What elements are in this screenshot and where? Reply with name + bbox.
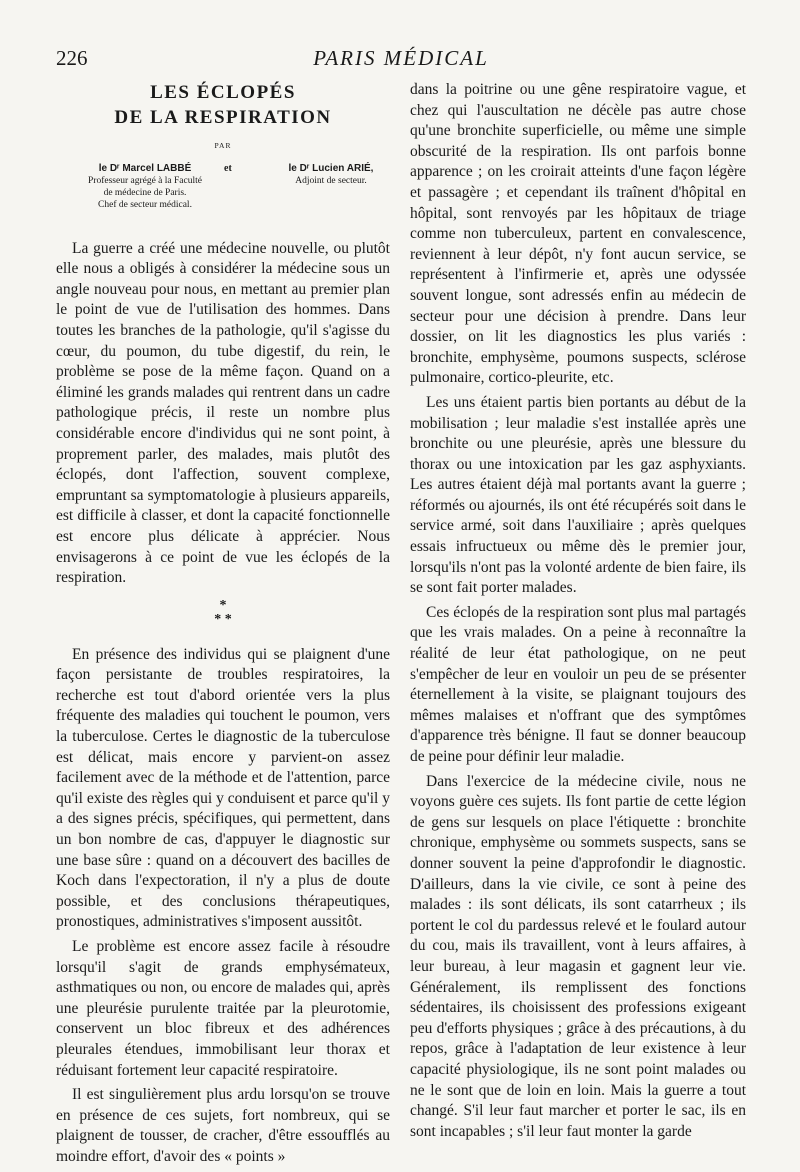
page-number: 226 bbox=[56, 46, 88, 70]
author-block bbox=[56, 163, 390, 229]
right-column bbox=[410, 80, 746, 1146]
paragraph-4: Il est singulièrement plus ardu lorsqu'on se trouve en présence de ces sujets, fort nombreux, qui se plaignent de tousser, de cracher, d'être essoufflés au moindre effort, d'avoir des « points » bbox=[56, 1086, 390, 1165]
author-arie bbox=[272, 163, 390, 187]
author-arie-name: le Dʳ Lucien ARIÉ, bbox=[288, 162, 374, 174]
byline-par: PAR bbox=[214, 141, 232, 150]
article-title bbox=[56, 80, 390, 130]
journal-title: PARIS MÉDICAL bbox=[313, 46, 489, 70]
author-labbe-name: le Dʳ Marcel LABBÉ bbox=[98, 162, 192, 174]
section-separator bbox=[56, 599, 390, 627]
separator-bottom: * * bbox=[214, 611, 232, 627]
paragraph-5: dans la poitrine ou une gêne respiratoire vague, et chez qui l'auscultation ne décèle pas autre chose qu'une bronchite superficielle, ou même une simple obscurité de la respiration. Ils ont parfois bonne apparence ; on les croirait atteints d'une façon légère et passagère ; et cependant ils traînent d'hôpital en hôpital, sont renvoyés par les hôpitaux de triage comme non tuberculeux, partent en convalescence, reviennent à leur dépôt, n'y font aucun service, se représentent à l'infirmerie et, après une odyssée souvent longue, sont adressés enfin au médecin de secteur pour une décision à prendre. Dans leur dossier, on lit les diagnostics les plus variés : bronchite, emphysème, poumons suspects, sclérose pulmonaire, cortico-pleurite, etc. bbox=[410, 81, 746, 387]
paragraph-2: En présence des individus qui se plaignent d'une façon persistante de troubles respiratoires, la recherche est tout d'abord orientée vers la plus fréquente des maladies qui touchent le poumon, vers la tuberculose. Certes le diagnostic de la tuberculose est délicat, mais encore y parvient-on assez facilement avec de la méthode et de l'attention, parce qu'il existe des règles qui y conduisent et parce qu'il y a des signes précis, spécifiques, qui permettent, dans un bon nombre de cas, d'appuyer le diagnostic sur une base sûre : quand on a découvert des bacilles de Koch dans l'expectoration, il n'y a plus de doute possible, et des conclusions thérapeutiques, pronostiques, administratives s'imposent aussitôt. bbox=[56, 645, 390, 931]
author-labbe-role-1: Professeur agrégé à la Faculté bbox=[88, 175, 202, 186]
running-head bbox=[56, 42, 746, 74]
author-conjunction: et bbox=[224, 162, 232, 174]
paragraph-3: Le problème est encore assez facile à résoudre lorsqu'il s'agit de grands emphysémateux, asthmatiques ou non, ou encore de malades qui, après une pleurésie purulente traitée par la pleurotomie, conservent un bloc fibreux et des adhérences pleurales étendues, immobilisant leur thorax et réduisant fortement leur capacité respiratoire. bbox=[56, 938, 390, 1079]
paragraph-1: La guerre a créé une médecine nouvelle, ou plutôt elle nous a obligés à considérer la médecine sous un angle nouveau pour nous, en mettant au premier plan le point de vue de l'utilisation des hommes. Dans toutes les branches de la pathologie, qu'il s'agisse du cœur, du poumon, du tube digestif, du rein, le problème se pose de la même façon. Quand on a éliminé les grands malades qui rentrent dans un cadre pathologique précis, il reste un nombre plus considérable encore d'individus qui ne sont point, à proprement parler, des malades, mais plutôt des éclopés, dont l'affection, souvent complexe, empruntant sa symptomatologie à plusieurs appareils, est difficile à classer, et dont la capacité fonctionnelle est encore plus délicate à apprécier. Nous envisagerons à ce point de vue les éclopés de la respiration. bbox=[56, 239, 390, 587]
author-arie-role-1: Adjoint de secteur. bbox=[295, 175, 367, 186]
article-title-line-2: DE LA RESPIRATION bbox=[114, 107, 332, 128]
article-title-line-1: LES ÉCLOPÉS bbox=[150, 82, 296, 103]
paragraph-6: Les uns étaient partis bien portants au début de la mobilisation ; leur maladie s'est installée après une bronchite ou une pleurésie, après une blessure du thorax ou une intoxication par les gaz asphyxiants. Les autres étaient déjà mal portants avant la guerre ; réformés ou ajournés, ils ont été récupérés soit dans le service armé, soit dans l'auxiliaire ; après quelques essais infructueux ou même dès le premier jour, lorsqu'ils n'ont pas la volonté ardente de bien faire, ils se sont fait porter malades. bbox=[410, 393, 746, 597]
author-labbe bbox=[70, 163, 220, 211]
paragraph-7: Ces éclopés de la respiration sont plus mal partagés que les vrais malades. On a peine à reconnaître la réalité de leur état pathologique, on ne peut s'empêcher de leur en vouloir un peu de se présenter éternellement à la visite, se plaignant toujours des mêmes malaises et n'offrant que des symptômes d'apparence très bénigne. Il faut se donner beaucoup de peine pour définir leur maladie. bbox=[410, 603, 746, 765]
author-labbe-role-2: de médecine de Paris. bbox=[103, 187, 187, 198]
left-column bbox=[56, 80, 390, 1172]
author-labbe-role-3: Chef de secteur médical. bbox=[98, 199, 192, 210]
separator-top: * bbox=[219, 597, 227, 613]
paragraph-8: Dans l'exercice de la médecine civile, nous ne voyons guère ces sujets. Ils font partie de cette légion de gens sur lesquels on place l'étiquette : bronchite chronique, emphysème ou sommets suspects, sans se donner souvent la peine d'approfondir le diagnostic. D'ailleurs, dans la vie civile, ce sont à peine des malades : ils sont délicats, ils sont catarrheux ; ils portent le col du pardessus relevé et le foulard autour du cou, mais ils travaillent, vont à leurs affaires, à leur bureau, à leur magasin et gagnent leur vie. Généralement, ils remplissent des fonctions sédentaires, ils choisissent des professions exigeant peu d'efforts physiques ; grâce à des précautions, à du repos, grâce à l'adaptation de leur existence à leur capacité physiologique, ils ne sont point malades ou ne le sont que de loin en loin. Mais la guerre a tout changé. S'il leur faut marcher et porter le sac, ils en sont incapables ; s'il leur faut monter la garde bbox=[410, 772, 746, 1140]
